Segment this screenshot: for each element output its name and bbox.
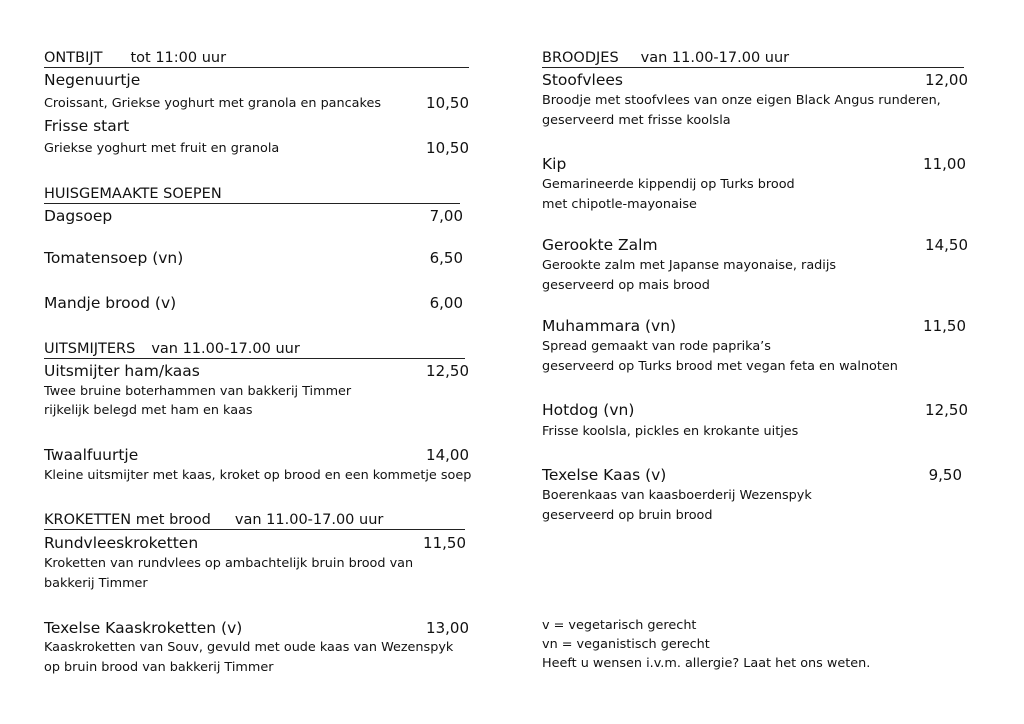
legend-vegetarian: v = vegetarisch gerecht (542, 618, 697, 633)
section-title: HUISGEMAAKTE SOEPEN (44, 186, 222, 202)
menu-item-description: op bruin brood van bakkerij Timmer (44, 660, 274, 675)
menu-item-description: geserveerd met frisse koolsla (542, 113, 731, 128)
menu-item-price: 14,00 (426, 446, 469, 464)
menu-item-description: met chipotle-mayonaise (542, 197, 697, 212)
menu-item-price: 14,50 (925, 236, 968, 254)
menu-item-price: 11,00 (923, 155, 966, 173)
section-header-ontbijt (44, 49, 469, 68)
menu-item-name: Tomatensoep (vn) (44, 249, 184, 267)
menu-item-description: Twee bruine boterhammen van bakkerij Timmer (44, 384, 352, 399)
menu-item-description: geserveerd op mais brood (542, 278, 710, 293)
section-title: BROODJES (542, 50, 619, 66)
menu-item-description: Gerookte zalm met Japanse mayonaise, radijs (542, 258, 837, 273)
menu-item-price: 7,00 (429, 207, 463, 225)
section-title: UITSMIJTERS (44, 341, 136, 357)
section-header-kroketten (44, 511, 465, 530)
menu-item-description: rijkelijk belegd met ham en kaas (44, 403, 253, 418)
menu-item-price: 11,50 (423, 534, 466, 552)
menu-item-name: Hotdog (vn) (542, 401, 635, 419)
section-time: tot 11:00 uur (130, 50, 227, 66)
menu-item-name: Mandje brood (v) (44, 294, 177, 312)
menu-item-name: Texelse Kaaskroketten (v) (44, 619, 243, 637)
menu-item-description: Griekse yoghurt met fruit en granola (44, 141, 280, 156)
menu-item-name: Dagsoep (44, 207, 113, 225)
menu-item-price: 6,00 (429, 294, 463, 312)
section-header-broodjes (542, 49, 964, 68)
menu-item-name: Negenuurtje (44, 71, 141, 89)
menu-item-description: Broodje met stoofvlees van onze eigen Black Angus runderen, (542, 93, 941, 108)
menu-item-name: Uitsmijter ham/kaas (44, 362, 200, 380)
menu-item-description: Kleine uitsmijter met kaas, kroket op brood en een kommetje soep (44, 468, 472, 483)
menu-item-price: 6,50 (429, 249, 463, 267)
section-title: ONTBIJT (44, 50, 103, 66)
menu-item-name: Frisse start (44, 117, 130, 135)
menu-item-price: 12,00 (925, 71, 968, 89)
menu-item-name: Texelse Kaas (v) (542, 466, 667, 484)
menu-item-description: Kroketten van rundvlees op ambachtelijk bruin brood van (44, 556, 414, 571)
menu-item-description: bakkerij Timmer (44, 576, 148, 591)
section-time: van 11.00-17.00 uur (640, 50, 790, 66)
menu-item-name: Rundvleeskroketten (44, 534, 199, 552)
menu-item-name: Gerookte Zalm (542, 236, 658, 254)
menu-item-price: 12,50 (925, 401, 968, 419)
menu-item-description: Frisse koolsla, pickles en krokante uitjes (542, 424, 799, 439)
section-header-soepen (44, 185, 460, 204)
menu-item-price: 10,50 (426, 139, 469, 157)
menu-item-price: 9,50 (928, 466, 962, 484)
section-header-uitsmijters (44, 340, 465, 359)
menu-item-price: 10,50 (426, 94, 469, 112)
allergy-notice: Heeft u wensen i.v.m. allergie? Laat het ons weten. (542, 656, 871, 671)
menu-item-description: Spread gemaakt van rode paprika’s (542, 339, 771, 354)
menu-item-description: Croissant, Griekse yoghurt met granola en pancakes (44, 96, 382, 111)
menu-item-description: Kaaskroketten van Souv, gevuld met oude kaas van Wezenspyk (44, 640, 454, 655)
menu-item-name: Muhammara (vn) (542, 317, 677, 335)
menu-item-price: 13,00 (426, 619, 469, 637)
menu-item-description: Gemarineerde kippendij op Turks brood (542, 177, 795, 192)
section-title: KROKETTEN met brood (44, 512, 211, 528)
menu-item-description: geserveerd op bruin brood (542, 508, 713, 523)
menu-item-price: 11,50 (923, 317, 966, 335)
section-time: van 11.00-17.00 uur (234, 512, 384, 528)
section-time: van 11.00-17.00 uur (151, 341, 300, 357)
menu-item-description: Boerenkaas van kaasboerderij Wezenspyk (542, 488, 812, 503)
menu-item-name: Stoofvlees (542, 71, 623, 89)
legend-vegan: vn = veganistisch gerecht (542, 637, 710, 652)
menu-item-price: 12,50 (426, 362, 469, 380)
menu-item-description: geserveerd op Turks brood met vegan feta en walnoten (542, 359, 898, 374)
menu-item-name: Twaalfuurtje (44, 446, 139, 464)
menu-item-name: Kip (542, 155, 567, 173)
